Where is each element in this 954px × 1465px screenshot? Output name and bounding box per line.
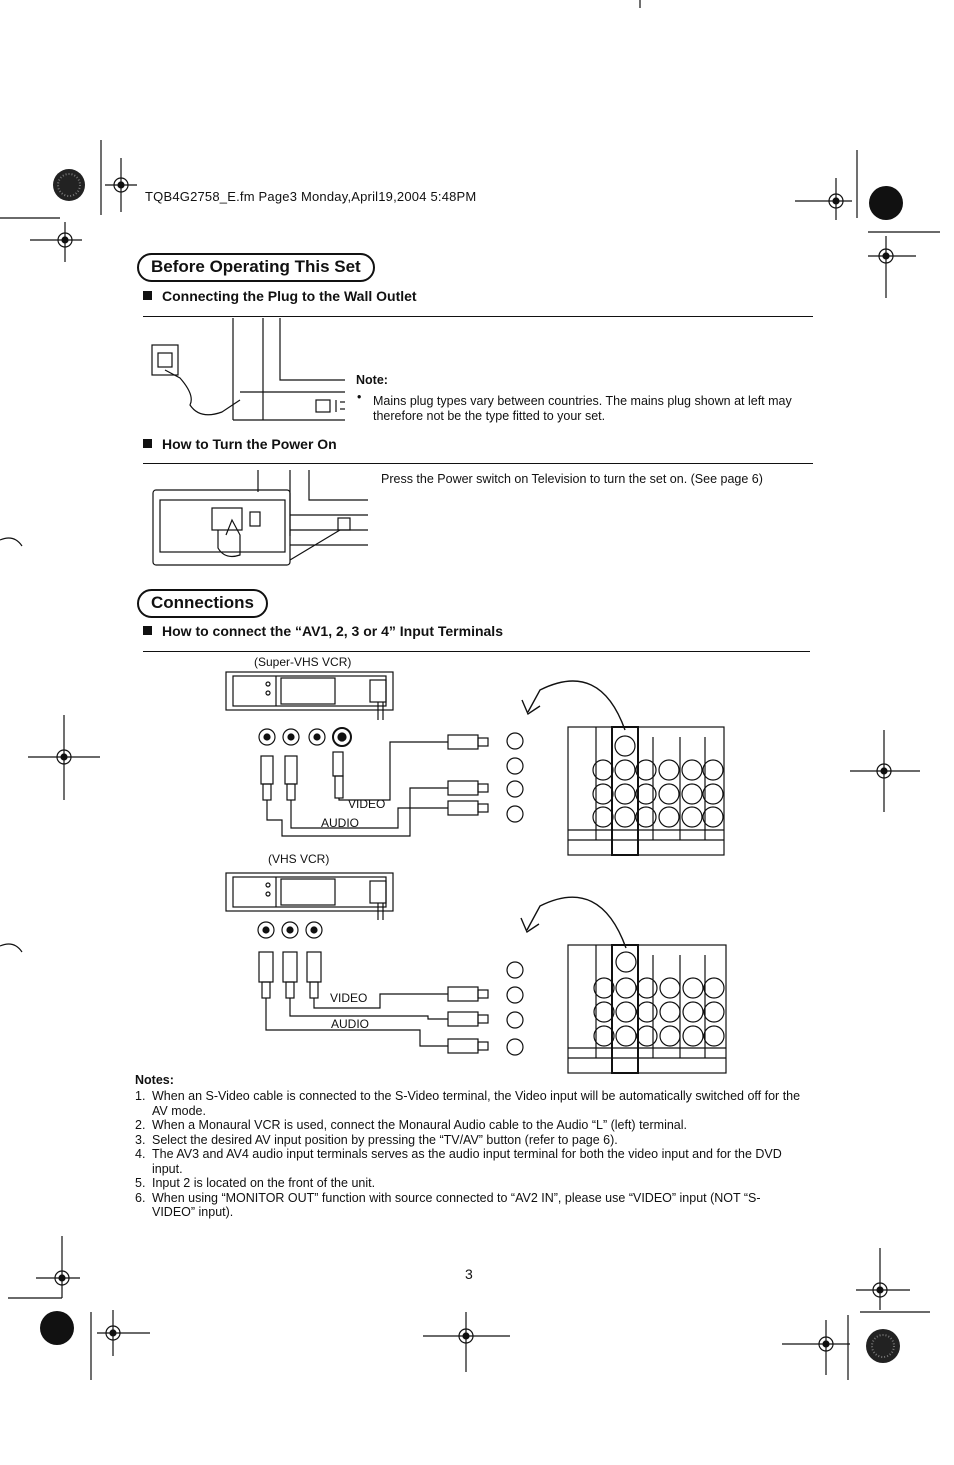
video-cable-label-1: VIDEO (348, 797, 386, 811)
divider (143, 463, 813, 464)
note-item (135, 1118, 803, 1133)
note-number: 5. (135, 1176, 146, 1190)
note-text: Input 2 is located on the front of the unit. (152, 1176, 376, 1190)
section-title-connections: Connections (137, 589, 268, 618)
registration-mark-top-left (0, 140, 137, 262)
section-title-before-operating: Before Operating This Set (137, 253, 375, 282)
square-bullet-icon (143, 626, 152, 635)
notes-title: Notes: (135, 1073, 174, 1087)
note-item (135, 1089, 803, 1118)
super-vhs-vcr-label: (Super-VHS VCR) (254, 655, 352, 669)
note-text: Select the desired AV input position by pressing the “TV/AV” button (refer to page 6). (152, 1132, 618, 1147)
note-number: 2. (135, 1118, 146, 1132)
divider (143, 651, 810, 652)
heading-plug (143, 288, 417, 304)
super-vhs-vcr-drawing (226, 672, 523, 836)
divider (143, 316, 813, 317)
registration-mark-bottom-center (423, 1312, 510, 1372)
note-number: 1. (135, 1089, 146, 1103)
audio-cable-label-2: AUDIO (331, 1017, 370, 1031)
note-bullet: • (357, 390, 362, 404)
registration-mark-bottom-right (782, 1248, 930, 1380)
note-text: When using “MONITOR OUT” function with source connected to “AV2 IN”, please use “VIDEO” input (NOT “S-VIDEO” input). (152, 1190, 761, 1219)
vhs-vcr-drawing (226, 873, 523, 1055)
heading-power-text: How to Turn the Power On (162, 436, 337, 452)
heading-av-inputs-text: How to connect the “AV1, 2, 3 or 4” Input Terminals (162, 623, 503, 639)
registration-mark-top-right (795, 150, 940, 298)
square-bullet-icon (143, 439, 152, 448)
heading-power (143, 436, 337, 452)
note-text: When a Monaural VCR is used, connect the Monaural Audio cable to the Audio “L” (left) terminal. (152, 1118, 688, 1132)
registration-mark-mid-right (850, 730, 920, 812)
note-text: The AV3 and AV4 audio input terminals serves as the audio input terminal for both the video input and for the DVD input. (152, 1147, 782, 1176)
power-instruction: Press the Power switch on Television to turn the set on. (See page 6) (381, 472, 763, 486)
heading-av-inputs (143, 623, 503, 639)
note-text: Mains plug types vary between countries. The mains plug shown at left may therefore not be the type fitted to your set. (373, 394, 792, 423)
audio-cable-label-1: AUDIO (321, 816, 360, 830)
page-number: 3 (465, 1266, 473, 1282)
registration-mark-bottom-left (8, 1236, 150, 1380)
note-item (135, 1176, 803, 1191)
terminal-panel-2 (521, 897, 726, 1073)
note-item (135, 1191, 803, 1220)
note-item (135, 1147, 803, 1176)
note-number: 3. (135, 1132, 146, 1147)
note-item (135, 1133, 803, 1148)
notes-list (135, 1089, 803, 1220)
note-number: 6. (135, 1190, 146, 1205)
terminal-panel-1 (522, 681, 724, 855)
registration-mark-mid-left (28, 715, 100, 800)
video-cable-label-2: VIDEO (330, 991, 368, 1005)
note-number: 4. (135, 1147, 146, 1161)
plug-illustration (152, 318, 345, 420)
file-header: TQB4G2758_E.fm Page3 Monday,April19,2004 5:48PM (145, 189, 477, 204)
heading-plug-text: Connecting the Plug to the Wall Outlet (162, 288, 417, 304)
note-text: When an S-Video cable is connected to the S-Video terminal, the Video input will be automatically switched off for the AV mode. (152, 1089, 801, 1118)
square-bullet-icon (143, 291, 152, 300)
power-illustration (153, 470, 368, 565)
vhs-vcr-label: (VHS VCR) (268, 852, 330, 866)
note-label: Note: (356, 373, 388, 387)
